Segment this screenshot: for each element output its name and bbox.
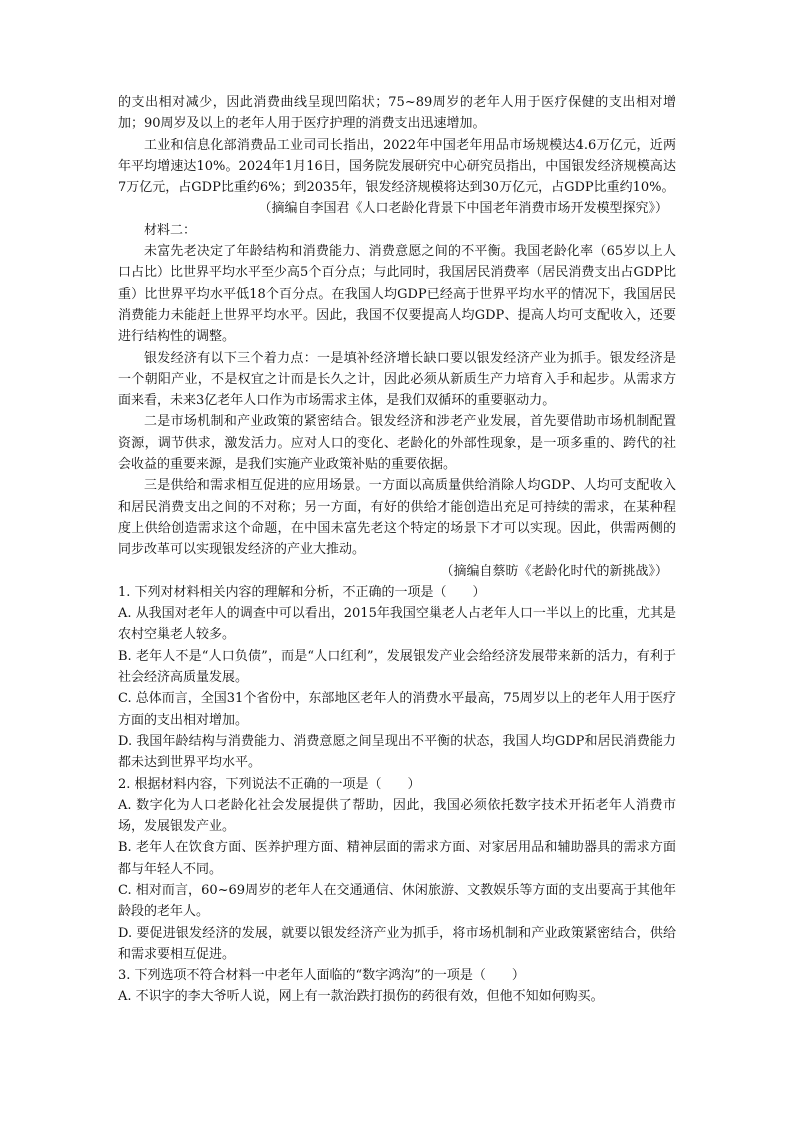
question-1: 1. 下列对材料相关内容的理解和分析，不正确的一项是（ ）: [118, 584, 486, 600]
paragraph-imbalance: 未富先老决定了年龄结构和消费能力、消费意愿之间的不平衡。我国老龄化率（65岁以上人口占比）比世界平均水平至少高5个百分点；与此同时，我国居民消费率（居民消费支出占GDP比重）比世界平均水平低18个百分点。在我国人均GDP已经高于世界平均水平的情况下，我国居民消费能力未能赶上世界平均水平。因此，我国不仅要提高人均GDP、提高人均可支配收入，还要进行结构性的调整。: [118, 244, 676, 345]
material-two-heading: 材料二：: [144, 222, 197, 238]
question-1-option-a: A. 从我国对老年人的调查中可以看出，2015年我国空巢老人占老年人口一半以上的比重，尤其是农村空巢老人较多。: [118, 606, 676, 643]
paragraph-focus-three: 三是供给和需求相互促进的应用场景。一方面以高质量供给消除人均GDP、人均可支配收入和居民消费支出之间的不对称；另一方面，有好的供给才能创造出充足可持续的需求，在某种程度上供给创造需求这个命题，在中国未富先老这个特定的场景下才可以实现。因此，供需两侧的同步改革可以实现银发经济的产业大推动。: [118, 478, 676, 558]
source-citation-2: （摘编自蔡昉《老龄化时代的新挑战》）: [440, 563, 668, 579]
question-1-option-c: C. 总体而言，全国31个省份中，东部地区老年人的消费水平最高，75周岁以上的老年人用于医疗方面的支出相对增加。: [118, 691, 676, 728]
paragraph-focus-one: 银发经济有以下三个着力点：一是填补经济增长缺口要以银发经济产业为抓手。银发经济是一个朝阳产业，不是权宜之计而是长久之计，因此必须从新质生产力培育入手和起步。从需求方面来看，未来3亿老年人口作为市场需求主体，是我们双循环的重要驱动力。: [118, 350, 676, 409]
question-2-option-c: C. 相对而言，60~69周岁的老年人在交通通信、休闲旅游、文教娱乐等方面的支出要高于其他年龄段的老年人。: [118, 882, 676, 920]
paragraph-focus-two: 二是市场机制和产业政策的紧密结合。银发经济和涉老产业发展，首先要借助市场机制配置资源，调节供求，激发活力。应对人口的变化、老龄化的外部性现象，是一项多重的、跨代的社会收益的重要来源，是我们实施产业政策补贴的重要依据。: [118, 414, 676, 473]
question-2-option-b: B. 老年人在饮食方面、医养护理方面、精神层面的需求方面、对家居用品和辅助器具的需求方面都与年轻人不同。: [118, 840, 676, 877]
question-3-option-a: A. 不识字的李大爷听人说，网上有一款治跌打损伤的药很有效，但他不知如何购买。: [118, 989, 604, 1005]
question-2: 2. 根据材料内容，下列说法不正确的一项是（ ）: [118, 776, 421, 792]
question-1-option-d: D. 我国年龄结构与消费能力、消费意愿之间呈现出不平衡的状态，我国人均GDP和居民消费能力都未达到世界平均水平。: [118, 733, 676, 771]
paragraph-continued: 的支出相对减少，因此消费曲线呈现凹陷状；75~89周岁的老年人用于医疗保健的支出相对增加；90周岁及以上的老年人用于医疗护理的消费支出迅速增加。: [118, 95, 676, 132]
source-citation-1: （摘编自李国君《人口老龄化背景下中国老年消费市场开发模型探究》）: [258, 201, 668, 217]
question-3: 3. 下列选项不符合材料一中老年人面临的“数字鸿沟”的一项是（ ）: [118, 968, 525, 984]
question-2-option-a: A. 数字化为人口老龄化社会发展提供了帮助，因此，我国必须依托数字技术开拓老年人消费市场，发展银发产业。: [118, 797, 676, 835]
document-page: [118, 92, 676, 1008]
question-2-option-d: D. 要促进银发经济的发展，就要以银发经济产业为抓手，将市场机制和产业政策紧密结合，供给和需求要相互促进。: [118, 925, 676, 962]
question-1-option-b: B. 老年人不是“人口负债”，而是“人口红利”，发展银发产业会给经济发展带来新的活力，有利于社会经济高质量发展。: [118, 648, 676, 686]
paragraph-market-scale: 工业和信息化部消费品工业司司长指出，2022年中国老年用品市场规模达4.6万亿元，近两年平均增速达10%。2024年1月16日，国务院发展研究中心研究员指出，中国银发经济规模高达7万亿元，占GDP比重约6%；到2035年，银发经济规模将达到30万亿元，占GDP比重约10%。: [118, 137, 676, 196]
